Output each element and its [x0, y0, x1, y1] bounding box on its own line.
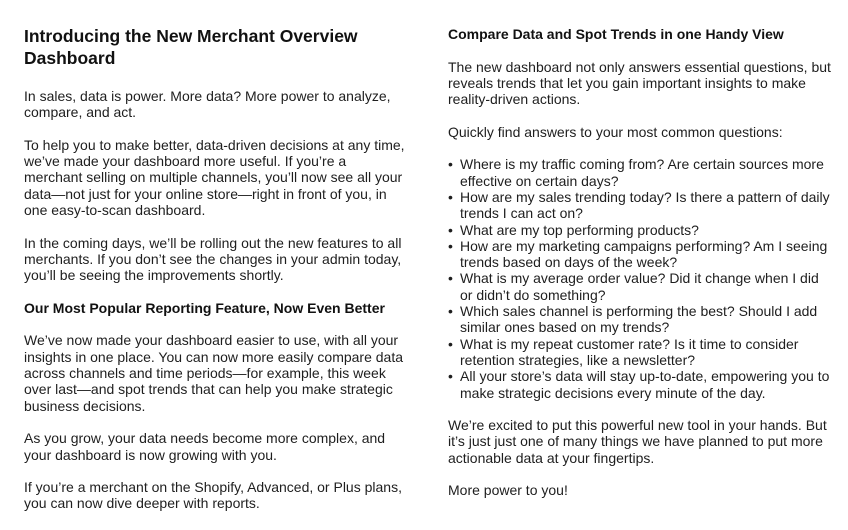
list-item: • What is my repeat customer rate? Is it time to consider retention strategies, like a newsletter?	[448, 335, 799, 368]
list-item: • How are my marketing campaigns performing? Am I seeing trends based on days of the week?	[448, 237, 828, 271]
bullet-icon: •	[448, 221, 453, 238]
list-item: • Where is my traffic coming from? Are certain sources more effective on certain days?	[448, 156, 824, 189]
spacer	[24, 414, 406, 430]
section-heading-reporting: Our Most Popular Reporting Feature, Now Even Better	[24, 299, 385, 316]
article-title: Introducing the New Merchant Overview Dashboard	[24, 26, 358, 68]
spacer	[448, 401, 833, 417]
plans-paragraph: If you’re a merchant on the Shopify, Advanced, or Plus plans, you can now dive deeper with reports.	[24, 479, 402, 512]
spacer	[448, 107, 833, 123]
spacer	[24, 218, 406, 234]
list-item: • What is my average order value? Did it change when I did or didn’t do something?	[448, 270, 819, 303]
bullet-icon: •	[448, 188, 453, 205]
spacer	[448, 0, 833, 26]
rollout-paragraph: In the coming days, we’ll be rolling out the new features to all merchants. If you don’t see the changes in your admin today, you’ll be seeing the improvements shortly.	[24, 234, 402, 284]
questions-list	[448, 156, 833, 400]
list-item: • All your store’s data will stay up-to-date, empowering you to make strategic decisions every minute of the day.	[448, 368, 830, 401]
spacer	[24, 69, 406, 88]
bullet-icon: •	[448, 335, 453, 352]
section-heading-trends: Compare Data and Spot Trends in one Handy View	[448, 26, 784, 42]
insights-paragraph: We’ve now made your dashboard easier to use, with all your insights in one place. You can now more easily compare data across channels and time periods—for example, this week over last—and spot trends that can help you make strategic business decisions.	[24, 332, 404, 414]
spacer	[24, 316, 406, 332]
right-column	[448, 0, 833, 499]
dashboard-paragraph: To help you to make better, data-driven decisions at any time, we’ve made your dashboard more useful. If you’re a merchant selling on multiple channels, you’ll now see all your data—not just for your online store—right in front of you, in one easy-to-scan dashboard.	[24, 136, 405, 219]
bullet-icon: •	[448, 303, 453, 320]
spacer	[24, 463, 406, 479]
bullet-icon: •	[448, 237, 453, 254]
questions-intro: Quickly find answers to your most common questions:	[448, 123, 783, 140]
spacer	[448, 140, 833, 156]
spacer	[24, 284, 406, 300]
list-item: • How are my sales trending today? Is there a pattern of daily trends I can act on?	[448, 188, 830, 222]
list-item: • What are my top performing products?	[448, 221, 699, 238]
list-item: • Which sales channel is performing the best? Should I add similar ones based on my trends?	[448, 303, 818, 336]
sign-off: More power to you!	[448, 482, 568, 499]
closing-paragraph: We’re excited to put this powerful new tool in your hands. But it’s just just one of many things we have planned to put more actionable data at your fingertips.	[448, 417, 827, 466]
bullet-icon: •	[448, 368, 453, 385]
trends-paragraph: The new dashboard not only answers essential questions, but reveals trends that let you gain important insights to make reality-driven actions.	[448, 58, 831, 108]
growth-paragraph: As you grow, your data needs become more complex, and your dashboard is now growing with you.	[24, 430, 386, 463]
bullet-icon: •	[448, 270, 453, 287]
bullet-icon: •	[448, 156, 453, 173]
spacer	[448, 42, 833, 58]
intro-paragraph: In sales, data is power. More data? More power to analyze, compare, and act.	[24, 88, 391, 121]
spacer	[24, 121, 406, 137]
left-column	[24, 0, 406, 512]
spacer	[448, 466, 833, 482]
